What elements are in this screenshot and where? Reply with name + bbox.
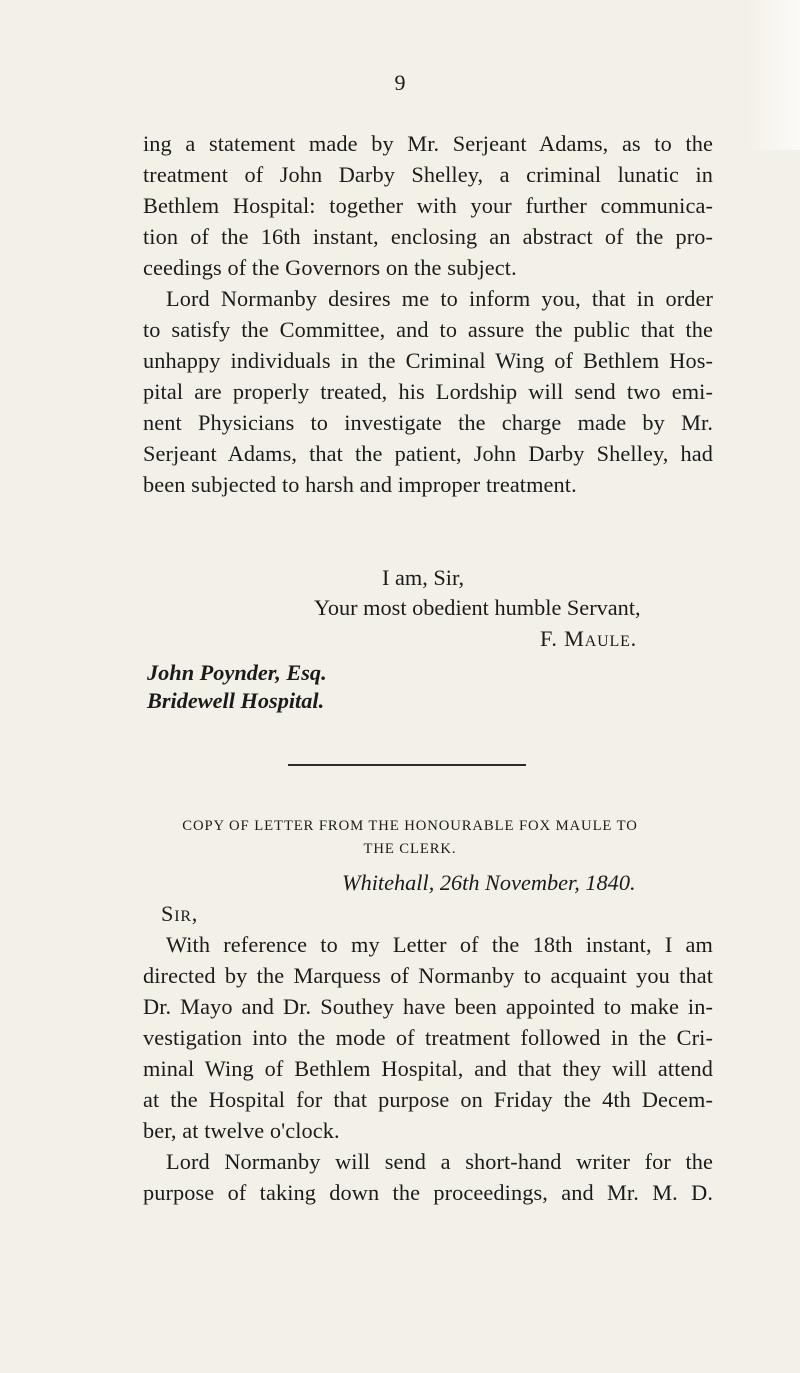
body-line: been subjected to harsh and improper treatment.: [143, 472, 577, 497]
body-line: ber, at twelve o'clock.: [143, 1118, 340, 1143]
body-line: nent Physicians to investigate the charge made by Mr.: [143, 410, 713, 435]
first-letter-body: [143, 128, 713, 500]
page-number: 9: [394, 70, 406, 95]
copy-heading-line-2: THE CLERK.: [363, 841, 457, 857]
body-line: With reference to my Letter of the 18th instant, I am: [166, 932, 713, 957]
second-letter-body: [143, 929, 713, 1208]
closing-phrase: I am, Sir,: [382, 565, 465, 590]
body-line: Dr. Mayo and Dr. Southey have been appointed to make in-: [143, 994, 713, 1019]
body-line: Lord Normanby desires me to inform you, that in order: [166, 286, 713, 311]
body-line: pital are properly treated, his Lordship will send two emi-: [143, 379, 713, 404]
dateline-text: Whitehall, 26th November, 1840.: [342, 870, 636, 895]
signature: F. Maule.: [540, 626, 638, 651]
body-line: purpose of taking down the proceedings, and Mr. M. D.: [143, 1180, 713, 1205]
section-divider: [288, 764, 526, 766]
body-line: tion of the 16th instant, enclosing an abstract of the pro-: [143, 224, 713, 249]
body-line: unhappy individuals in the Criminal Wing of Bethlem Hos-: [143, 348, 713, 373]
body-line: ing a statement made by Mr. Serjeant Adams, as to the: [143, 131, 713, 156]
body-line: to satisfy the Committee, and to assure the public that the: [143, 317, 713, 342]
body-line: Lord Normanby will send a short-hand writer for the: [166, 1149, 713, 1174]
addressee-name: John Poynder, Esq.: [147, 660, 327, 685]
body-line: vestigation into the mode of treatment followed in the Cri-: [143, 1025, 713, 1050]
copy-heading: [120, 815, 700, 861]
body-line: minal Wing of Bethlem Hospital, and that they will attend: [143, 1056, 713, 1081]
dateline: [342, 867, 636, 898]
body-line: ceedings of the Governors on the subject.: [143, 255, 517, 280]
copy-heading-line-1: COPY OF LETTER FROM THE HONOURABLE FOX MAULE TO: [182, 818, 638, 834]
body-line: treatment of John Darby Shelley, a criminal lunatic in: [143, 162, 713, 187]
body-line: Bethlem Hospital: together with your further communica-: [143, 193, 713, 218]
body-line: at the Hospital for that purpose on Friday the 4th Decem-: [143, 1087, 713, 1112]
salutation: Sir,: [161, 901, 199, 926]
addressee-place: Bridewell Hospital.: [147, 688, 325, 713]
addressee-block: [147, 659, 327, 715]
closing-servant: Your most obedient humble Servant,: [314, 595, 641, 620]
body-line: directed by the Marquess of Normanby to acquaint you that: [143, 963, 713, 988]
body-line: Serjeant Adams, that the patient, John Darby Shelley, had: [143, 441, 713, 466]
